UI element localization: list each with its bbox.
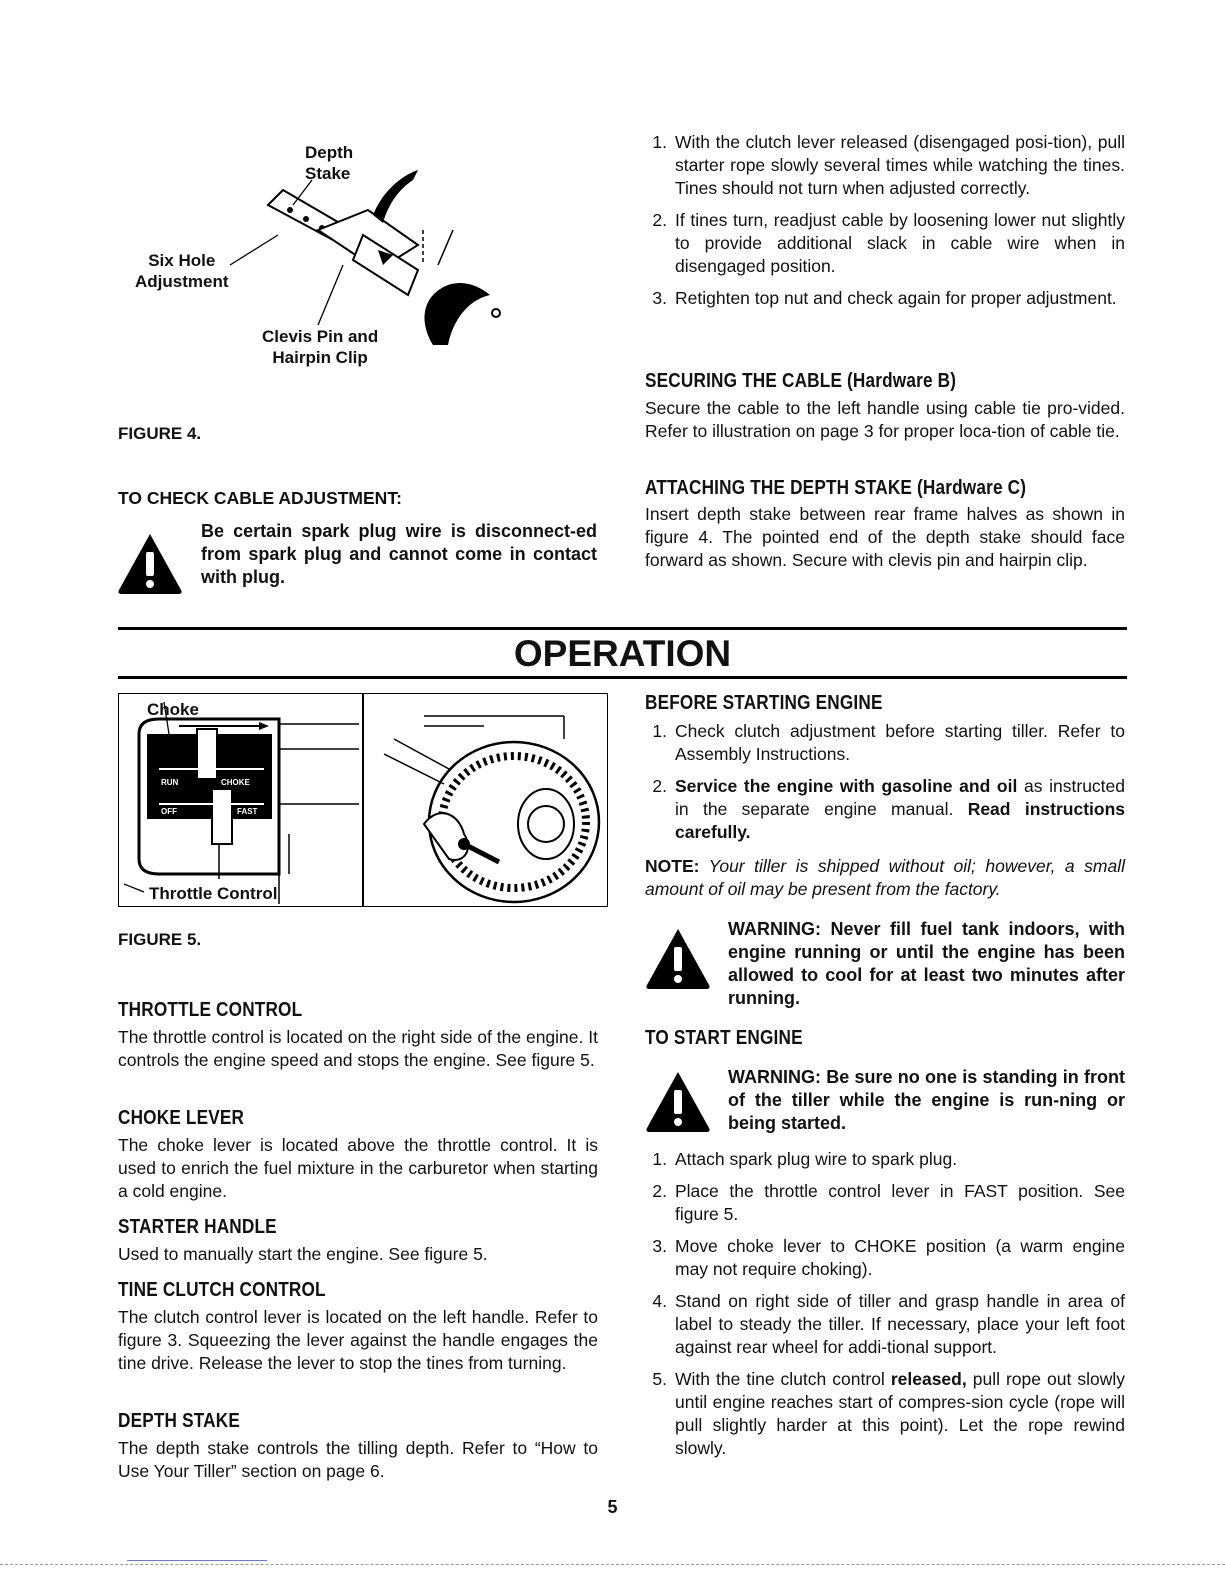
step-item (645, 1180, 1125, 1226)
step-text: Check clutch adjustment before starting tiller. Refer to Assembly Instructions. (675, 721, 1125, 764)
starter-handle-heading: STARTER HANDLE (118, 1216, 277, 1238)
step-text: Retighten top nut and check again for proper adjustment. (675, 288, 1117, 308)
fuel-warning: WARNING: Never fill fuel tank indoors, with engine running or until the engine has been allowed to cool for at least two minutes after running. (728, 919, 1125, 1008)
figure-5-caption: FIGURE 5. (118, 930, 202, 949)
label-clevis-pin: Clevis Pin and Hairpin Clip (262, 327, 379, 367)
choke-lever-heading: CHOKE LEVER (118, 1107, 245, 1129)
step-plain-text: pull rope out slowly until engine reaches start of compres-sion cycle (rope will pull slightly harder at this point). Let the rope rewind slowly. (675, 1369, 1125, 1458)
throttle-control-label: Throttle Control (149, 884, 278, 903)
tine-clutch-heading: TINE CLUTCH CONTROL (118, 1279, 326, 1301)
control-panel-illustration (119, 694, 362, 906)
label-depth-stake: Depth Stake (305, 143, 354, 183)
step-number: 2. (652, 776, 667, 796)
figure-5 (118, 693, 608, 907)
step-item (645, 775, 1125, 844)
to-start-steps (645, 1148, 1125, 1469)
starter-handle-text: Used to manually start the engine. See figure 5. (118, 1244, 488, 1264)
choke-label: Choke (147, 700, 199, 719)
step-item (645, 1368, 1125, 1460)
throttle-control-text: The throttle control is located on the right side of the engine. It controls the engine speed and stops the engine. See figure 5. (118, 1027, 598, 1070)
step-item (645, 720, 1125, 766)
step-number: 5. (652, 1369, 667, 1389)
warning-icon (645, 927, 711, 989)
step-item (645, 131, 1125, 200)
step-number: 2. (652, 210, 667, 230)
cable-check-title: TO CHECK CABLE ADJUSTMENT: (118, 488, 402, 508)
step-number: 2. (652, 1181, 667, 1201)
depth-stake-heading: DEPTH STAKE (118, 1410, 240, 1432)
fast-label: FAST (237, 807, 258, 816)
run-label: RUN (161, 778, 179, 787)
step-text (675, 775, 1125, 844)
step-text: Place the throttle control lever in FAST position. See figure 5. (675, 1181, 1125, 1224)
step-text: Move choke lever to CHOKE position (a warm engine may not require choking). (675, 1236, 1125, 1279)
step-number: 1. (652, 1149, 667, 1169)
bottom-dashed-line (0, 1564, 1225, 1565)
operation-top-rule (118, 627, 1127, 630)
label-six-hole: Six Hole Adjustment (135, 251, 229, 291)
bottom-blue-line (127, 1560, 267, 1561)
cable-check-steps (645, 131, 1125, 319)
note-label: NOTE: (645, 856, 700, 876)
step-number: 3. (652, 288, 667, 308)
step-item (645, 209, 1125, 278)
off-label: OFF (161, 807, 177, 816)
note-body: Your tiller is shipped without oil; however, a small amount of oil may be present from the factory. (645, 856, 1125, 899)
step-number: 1. (652, 721, 667, 741)
note-text (645, 855, 1125, 901)
choke-small-label: CHOKE (221, 778, 250, 787)
step-number: 4. (652, 1291, 667, 1311)
step-item (645, 287, 1125, 310)
start-warning: WARNING: Be sure no one is standing in front of the tiller while the engine is run-ning or being started. (728, 1067, 1125, 1133)
attaching-depth-stake-text: Insert depth stake between rear frame halves as shown in figure 4. The pointed end of the depth stake should face forward as shown. Secure with clevis pin and hairpin clip. (645, 504, 1125, 570)
before-starting-heading: BEFORE STARTING ENGINE (645, 692, 883, 714)
engine-pulley-illustration (364, 694, 607, 906)
step-item (645, 1290, 1125, 1359)
step-text: With the clutch lever released (disengaged posi-tion), pull starter rope slowly several times while watching the tines. Tines should not turn when adjusted correctly. (675, 132, 1125, 198)
step-text (675, 1368, 1125, 1460)
step-bold-text: released, (890, 1369, 967, 1389)
throttle-control-heading: THROTTLE CONTROL (118, 999, 303, 1021)
step-number: 3. (652, 1236, 667, 1256)
tine-clutch-text: The clutch control lever is located on the left handle. Refer to figure 3. Squeezing the lever against the handle engages the tine drive. Release the lever to stop the tines from turning. (118, 1307, 598, 1373)
cable-check-warning: Be certain spark plug wire is disconnect-ed from spark plug and cannot come in contact with plug. (201, 521, 597, 587)
choke-lever-text: The choke lever is located above the throttle control. It is used to enrich the fuel mixture in the carburetor when starting a cold engine. (118, 1135, 598, 1201)
step-text: If tines turn, readjust cable by loosening lower nut slightly to provide additional slack in cable wire when in disengaged position. (675, 210, 1125, 276)
operation-title: OPERATION (513, 633, 732, 674)
step-item (645, 1235, 1125, 1281)
attaching-depth-stake-heading: ATTACHING THE DEPTH STAKE (Hardware C) (645, 477, 1027, 499)
page-number: 5 (607, 1497, 618, 1517)
step-item (645, 1148, 1125, 1171)
before-starting-steps (645, 720, 1125, 853)
step-text: Stand on right side of tiller and grasp handle in area of label to steady the tiller. If necessary, place your left foot against rear wheel for addi-tional support. (675, 1291, 1125, 1357)
step-number: 1. (652, 132, 667, 152)
securing-cable-text: Secure the cable to the left handle using cable tie pro-vided. Refer to illustration on page 3 for proper loca-tion of cable tie. (645, 398, 1125, 441)
to-start-engine-heading: TO START ENGINE (645, 1027, 803, 1049)
step-bold-text: Service the engine with gasoline and oil (675, 776, 1018, 796)
warning-icon (645, 1070, 711, 1132)
warning-icon (117, 532, 183, 594)
figure-4-caption: FIGURE 4. (118, 424, 202, 443)
operation-bottom-rule (118, 676, 1127, 679)
securing-cable-heading: SECURING THE CABLE (Hardware B) (645, 370, 957, 392)
step-text: Attach spark plug wire to spark plug. (675, 1149, 958, 1169)
step-plain-text: as instructed in the separate engine manual. (675, 776, 1125, 819)
depth-stake-text: The depth stake controls the tilling depth. Refer to “How to Use Your Tiller” section on page 6. (118, 1438, 598, 1481)
step-bold-text: Read instructions carefully. (675, 799, 1125, 842)
step-plain-text: With the tine clutch control (675, 1369, 891, 1389)
